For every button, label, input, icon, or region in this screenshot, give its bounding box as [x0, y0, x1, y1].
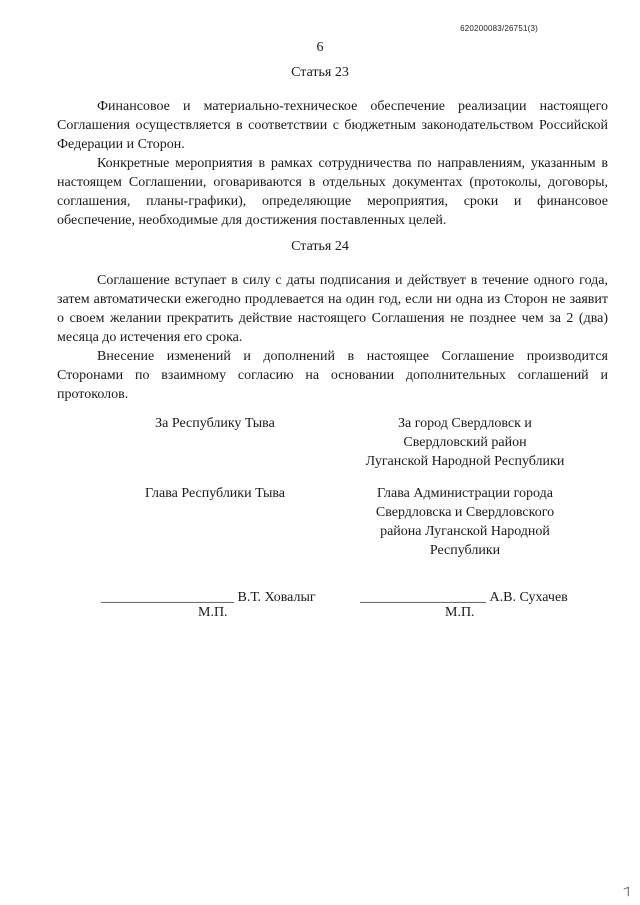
- right-party-line-1: За город Свердловск и: [398, 416, 532, 431]
- right-stamp: М.П.: [445, 605, 475, 620]
- left-party: За Республику Тыва: [155, 416, 275, 431]
- right-position-line-2: Свердловска и Свердловского: [375, 505, 555, 520]
- article-24-title: Статья 24: [291, 239, 349, 254]
- right-signatory-name: А.В. Сухачев: [489, 590, 568, 605]
- article-23-title: Статья 23: [291, 65, 349, 80]
- right-signature-line: __________________: [360, 590, 486, 605]
- right-position-line-3: района Луганской Народной: [380, 524, 550, 539]
- right-signature: [360, 588, 600, 607]
- right-party-line-3: Луганской Народной Республики: [365, 454, 565, 469]
- article-23-paragraph-1: Финансовое и материально-техническое обеспечение реализации настоящего Соглашения осуществляется в соответствии с бюджетным законодательством Российской Федерации и Сторон.: [57, 99, 608, 152]
- left-position: Глава Республики Тыва: [144, 486, 285, 501]
- page-number: 6: [316, 40, 324, 55]
- right-party-line-2: Свердловский район: [403, 435, 527, 450]
- document-id: 620200083/26751(3): [460, 24, 538, 33]
- right-party: [345, 414, 585, 471]
- left-signatory-name: В.Т. Ховалыг: [237, 590, 316, 605]
- article-23-paragraph-2: Конкретные мероприятия в рамках сотрудничества по направлениям, указанным в настоящем Соглашении, оговариваются в отдельных документах (протоколы, договоры, соглашения, планы-графики), определяющие мероприятия, сроки и финансовое обеспечение, необходимые для достижения поставленных целей.: [57, 156, 608, 228]
- article-24-paragraph-2: Внесение изменений и дополнений в настоящее Соглашение производится Сторонами по взаимному согласию на основании дополнительных соглашений и протоколов.: [57, 349, 608, 402]
- corner-mark: 7: [622, 884, 635, 900]
- article-24-paragraph-1: Соглашение вступает в силу с даты подписания и действует в течение одного года, затем автоматически ежегодно продлевается на один год, если ни одна из Сторон не заявит о своем желании прекратить действие настоящего Соглашения не позднее чем за 2 (два) месяца до истечения его срока.: [57, 273, 608, 345]
- left-signature-line: ___________________: [101, 590, 234, 605]
- right-position-line-4: Республики: [429, 543, 501, 558]
- right-position: [345, 484, 585, 560]
- left-stamp: М.П.: [198, 605, 228, 620]
- right-position-line-1: Глава Администрации города: [377, 486, 553, 501]
